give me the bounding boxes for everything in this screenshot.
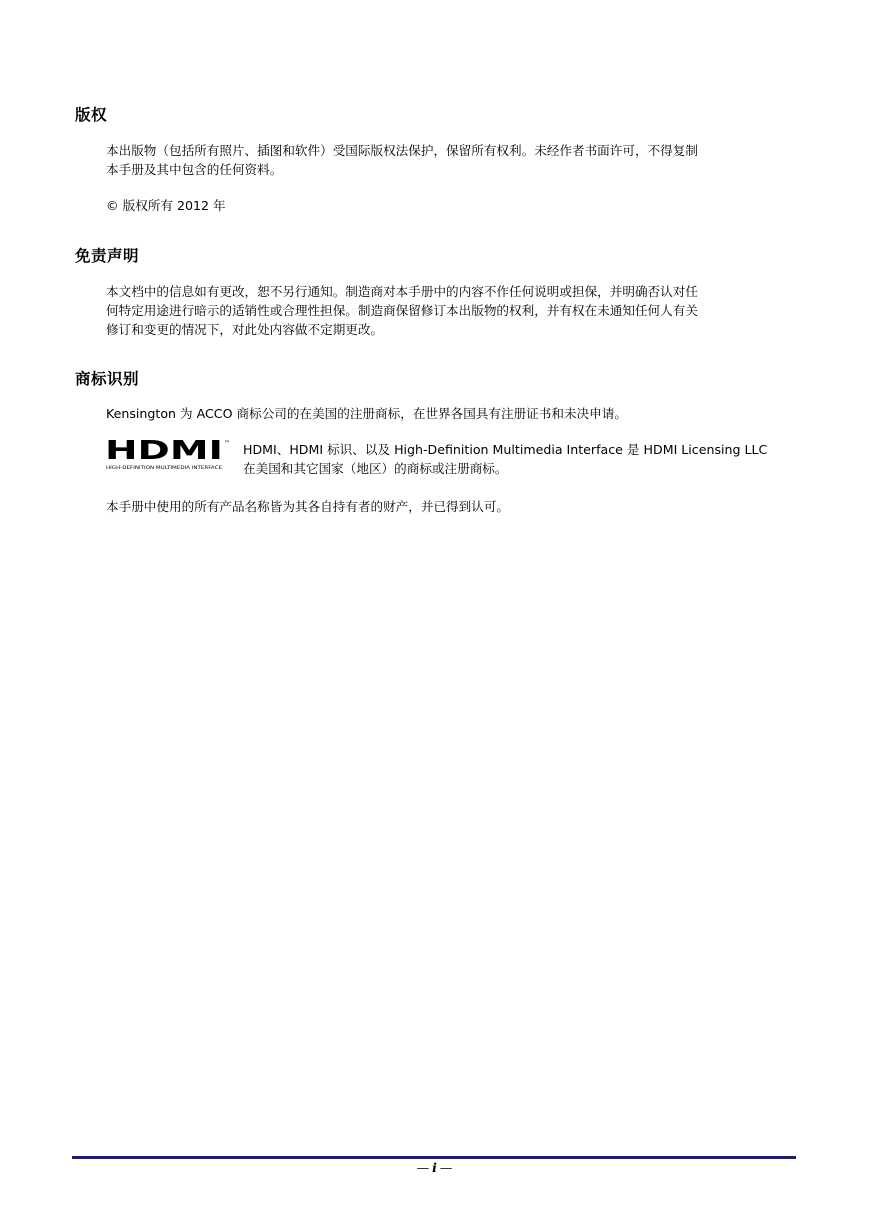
disclaimer-paragraph xyxy=(106,282,801,339)
footer-rule xyxy=(72,1156,796,1159)
disclaimer-line-3: 修订和变更的情况下，对此处内容做不定期更改。 xyxy=(106,322,384,337)
page-number xyxy=(0,1160,869,1175)
copyright-paragraph xyxy=(106,141,801,179)
copyright-line-2: 本手册及其中包含的任何资料。 xyxy=(106,162,283,177)
copyright-notice: © 版权所有 2012 年 xyxy=(106,198,226,213)
disclaimer-line-1: 本文档中的信息如有更改，恕不另行通知。制造商对本手册中的内容不作任何说明或担保，并明确否认对任 xyxy=(106,284,698,299)
hdmi-logo xyxy=(105,438,233,472)
copyright-line-1: 本出版物（包括所有照片、插图和软件）受国际版权法保护，保留所有权利。未经作者书面许可，不得复制 xyxy=(106,143,698,158)
hdmi-logo-wordmark: HDMI xyxy=(105,438,223,466)
copyright-heading: 版权 xyxy=(75,106,108,124)
disclaimer-line-2: 何特定用途进行暗示的适销性或合理性担保。制造商保留修订本出版物的权利，并有权在未通知任何人有关 xyxy=(106,303,698,318)
trademarks-heading: 商标识别 xyxy=(75,370,140,388)
disclaimer-heading: 免责声明 xyxy=(75,247,140,265)
page-number-dash-right: — xyxy=(439,1160,453,1175)
hdmi-trademark xyxy=(243,440,803,478)
kensington-trademark: Kensington 为 ACCO 商标公司的在美国的注册商标，在世界各国具有注册证书和未决申请。 xyxy=(106,406,627,421)
hdmi-trademark-line-2: 在美国和其它国家（地区）的商标或注册商标。 xyxy=(243,461,508,476)
hdmi-logo-tagline: HIGH-DEFINITION MULTIMEDIA INTERFACE xyxy=(106,466,203,471)
page-number-value: i xyxy=(432,1160,437,1175)
hdmi-trademark-line-1: HDMI、HDMI 标识、以及 High-Definition Multimedia Interface 是 HDMI Licensing LLC xyxy=(243,442,768,457)
products-trademark: 本手册中使用的所有产品名称皆为其各自持有者的财产，并已得到认可。 xyxy=(106,499,509,514)
page-number-dash-left: — xyxy=(416,1160,430,1175)
hdmi-logo-tm: ™ xyxy=(224,440,230,447)
